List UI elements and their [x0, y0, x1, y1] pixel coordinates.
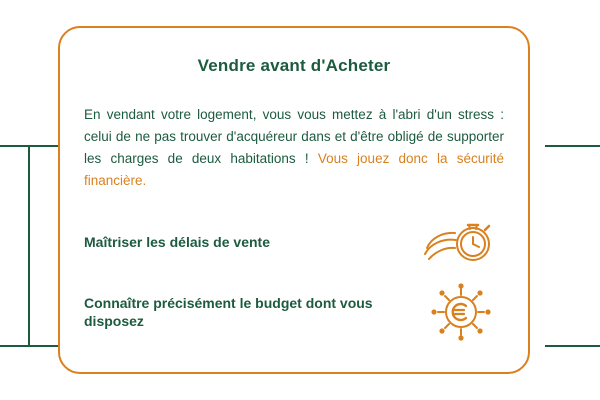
paragraph-highlight-text: Vous jouez donc la sécurité financière.	[84, 150, 504, 188]
content-card	[58, 26, 530, 374]
list-item-label: Maîtriser les délais de vente	[84, 233, 270, 250]
list-item-label: Connaître précisément le budget dont vous disposez	[84, 294, 373, 330]
decorative-rule-right-top	[545, 145, 600, 147]
card-title: Vendre avant d'Acheter	[197, 56, 391, 75]
decorative-rule-right-bottom	[545, 345, 600, 347]
decorative-rule-left-bottom	[0, 345, 60, 347]
list-item	[84, 211, 504, 273]
decorative-vertical-line	[28, 145, 30, 345]
stopwatch-coins-icon	[418, 211, 504, 273]
list-item	[84, 281, 504, 343]
decorative-rule-left-top	[0, 145, 60, 147]
paragraph-main-text: En vendant votre logement, vous vous mettez à l'abri d'un stress : celui de ne pas trouver d'acquéreur dans et d'être obligé de supporter les charges de deux habitations !	[84, 107, 504, 166]
euro-budget-icon	[418, 281, 504, 343]
card-paragraph	[84, 104, 504, 191]
